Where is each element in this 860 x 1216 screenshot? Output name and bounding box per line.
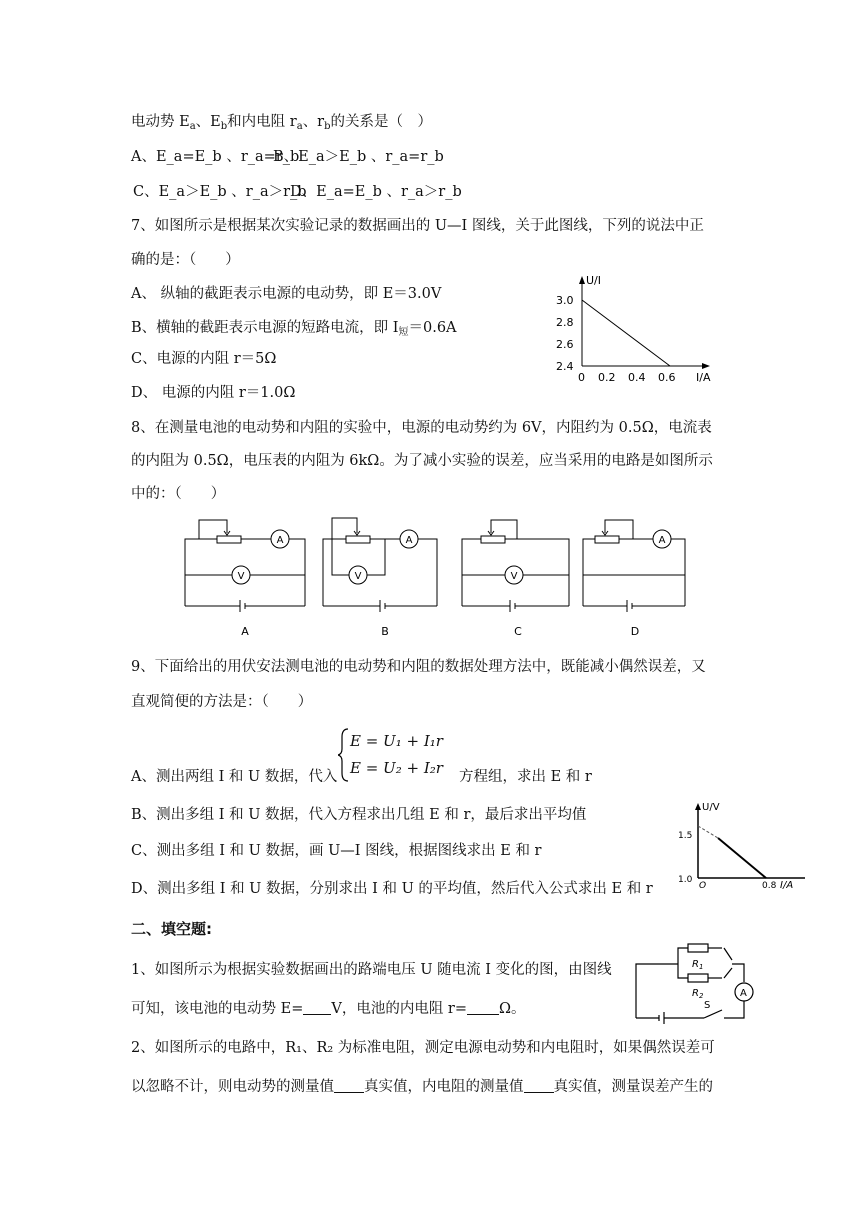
q8-line3: 中的：（ ）: [131, 486, 226, 502]
q9-equation-1: E = U₁ + I₁r: [350, 732, 443, 750]
circuit-d: [583, 520, 685, 612]
label-switch-s: S: [704, 1000, 711, 1011]
q9-option-a-pre: A、测出两组 I 和 U 数据，代入: [131, 769, 338, 785]
q7-graph-xtick: 0.2: [598, 371, 616, 384]
q7-line1: 7、如图所示是根据某次实验记录的数据画出的 U—I 图线，关于此图线，下列的说法中正: [131, 218, 704, 234]
switch-lower: [724, 968, 732, 978]
graph2-origin: O: [699, 881, 707, 890]
q6-stem-text2: 、E: [195, 114, 221, 130]
fill2-blank-resistance[interactable]: [524, 1078, 554, 1093]
q9-option-b: B、测出多组 I 和 U 数据，代入方程求出几组 E 和 r，最后求出平均值: [131, 807, 587, 823]
fill2-circuit-diagram: [628, 938, 773, 1030]
resistor-r1: [688, 944, 708, 952]
q7-option-b-text: B、横轴的截距表示电源的短路电流，即 I: [131, 320, 399, 336]
q6-option-d: D、E_a=E_b 、r_a＞r_b: [290, 184, 462, 200]
q7-graph-x-arrow: [702, 363, 710, 369]
q7-graph-ylabel: U/I: [586, 274, 602, 287]
switch-s: [704, 1010, 722, 1018]
fill1-line1: 1、如图所示为根据实验数据画出的路端电压 U 随电流 I 变化的图，由图线: [131, 962, 612, 978]
q7-graph-xtick: 0.4: [628, 371, 646, 384]
circuit-b-ammeter-label: A: [405, 535, 413, 546]
fill1-text-b: V，电池的内电阻 r=: [331, 1001, 468, 1017]
q7-graph-y-arrow: [579, 276, 585, 284]
q6-stem-text4: 、r: [302, 114, 325, 130]
circuit-d-rheostat: [595, 536, 619, 543]
switch-upper: [724, 948, 732, 960]
q7-graph-xlabel: I/A: [696, 371, 711, 384]
q8-line2: 的内阻为 0.5Ω，电压表的内阻为 6kΩ。为了减小实验的误差，应当采用的电路是如图所示: [131, 453, 713, 469]
fill1-text-a: 可知，该电池的电动势 E=: [131, 1001, 304, 1017]
circuit-a-ammeter-label: A: [276, 535, 284, 546]
circuit-a-label: A: [241, 625, 249, 638]
q7-graph-line: [582, 300, 670, 366]
circuit-c: [462, 520, 569, 612]
circuit-a-rheostat: [217, 536, 241, 543]
q9-line2: 直观简便的方法是：（ ）: [131, 694, 313, 710]
graph2-y-arrow: [695, 803, 701, 810]
q6-stem-text5: 的关系是（ ）: [330, 114, 433, 130]
fill1-line2: [131, 999, 526, 1019]
circuit-c-label: C: [514, 625, 522, 638]
q7-option-d: D、 电源的内阻 r＝1.0Ω: [131, 385, 296, 401]
q6-stem-text3: 和内电阻 r: [227, 114, 297, 130]
circuit-b-label: B: [381, 625, 389, 638]
resistor-r2: [688, 974, 708, 982]
q9-option-c: C、测出多组 I 和 U 数据，画 U—I 图线，根据图线求出 E 和 r: [131, 843, 542, 859]
q9-equation-2: E = U₂ + I₂r: [350, 759, 443, 777]
circuit-b-rheostat: [346, 536, 370, 543]
q9-line1: 9、下面给出的用伏安法测电池的电动势和内阻的数据处理方法中，既能减小偶然误差，又: [131, 659, 706, 675]
q7-option-b-value: ＝0.6A: [408, 320, 457, 336]
fill2-ammeter-label: A: [740, 988, 747, 999]
q6-stem: 电动势 $E_a$、$E_b$和内电阻 $r_a$、$r_b$的关系是（ ）: [131, 114, 433, 132]
label-r1: $R_1$: [692, 959, 704, 971]
q7-option-b: [131, 318, 457, 343]
fill2-text-b: 真实值，内电阻的测量值: [364, 1079, 524, 1095]
q6-option-a: A、E_a=E_b 、r_a=r_b: [131, 149, 300, 165]
q6-option-b: B、E_a＞E_b 、r_a=r_b: [273, 149, 444, 165]
q8-line1: 8、在测量电池的电动势和内阻的实验中，电源的电动势约为 6V，内阻约为 0.5Ω，电流表: [131, 420, 712, 436]
q7-option-c: C、电源的内阻 r＝5Ω: [131, 351, 277, 367]
fill2-line2: [131, 1077, 713, 1097]
fill1-blank-resistance[interactable]: [467, 1000, 499, 1015]
q7-graph-xtick: 0.6: [658, 371, 676, 384]
fill1-text-c: Ω。: [499, 1001, 526, 1017]
circuit-d-ammeter-label: A: [658, 535, 666, 546]
q8-circuit-diagrams: [175, 508, 700, 640]
section-title: 二、填空题:: [131, 920, 212, 938]
q9-option-a-post: 方程组，求出 E 和 r: [459, 769, 592, 785]
circuit-d-label: D: [630, 625, 640, 638]
fill1-blank-emf[interactable]: [303, 1000, 331, 1015]
circuit-c-rheostat: [481, 536, 505, 543]
graph2-xlabel: I/A: [780, 880, 794, 890]
label-r2: $R_2$: [692, 988, 704, 1000]
q9-option-d: D、测出多组 I 和 U 数据，分别求出 I 和 U 的平均值，然后代入公式求出 E 和 r: [131, 881, 653, 897]
circuit-b-voltmeter-label: V: [354, 571, 362, 582]
q7-option-a: A、 纵轴的截距表示电源的电动势，即 E＝3.0V: [131, 286, 442, 302]
fill2-text-a: 以忽略不计，则电动势的测量值: [131, 1079, 334, 1095]
graph2-ylabel: U/V: [702, 802, 720, 813]
fill1-ui-graph: [670, 798, 820, 890]
circuit-a-voltmeter-label: V: [237, 571, 245, 582]
q7-graph-ytick: 2.8: [556, 316, 574, 329]
q7-graph-xtick: 0: [578, 371, 585, 384]
graph2-line: [718, 838, 766, 878]
q7-line2: 确的是：（ ）: [131, 252, 240, 268]
q7-ui-graph: [548, 270, 728, 390]
q7-option-b-sub: 短: [398, 327, 409, 338]
graph2-y-top: 1.5: [678, 831, 693, 841]
q7-graph-ytick: 2.6: [556, 338, 574, 351]
circuit-a: [185, 520, 305, 612]
graph2-x-end: 0.8: [762, 881, 777, 890]
fill2-line1: 2、如图所示的电路中，R₁、R₂ 为标准电阻，测定电源电动势和内电阻时，如果偶然误差可: [131, 1040, 715, 1056]
q7-graph-ytick: 3.0: [556, 294, 574, 307]
fill2-text-c: 真实值，测量误差产生的: [553, 1079, 713, 1095]
fill2-blank-emf[interactable]: [334, 1078, 364, 1093]
q6-stem-text: 电动势 E: [131, 114, 190, 130]
graph2-extrapolation: [698, 826, 718, 838]
graph2-y-bottom: 1.0: [678, 875, 693, 885]
q7-graph-ytick: 2.4: [556, 360, 574, 373]
q6-option-c: C、E_a＞E_b 、r_a＞r_b: [133, 184, 307, 200]
circuit-b: [323, 518, 437, 612]
circuit-c-voltmeter-label: V: [510, 571, 518, 582]
